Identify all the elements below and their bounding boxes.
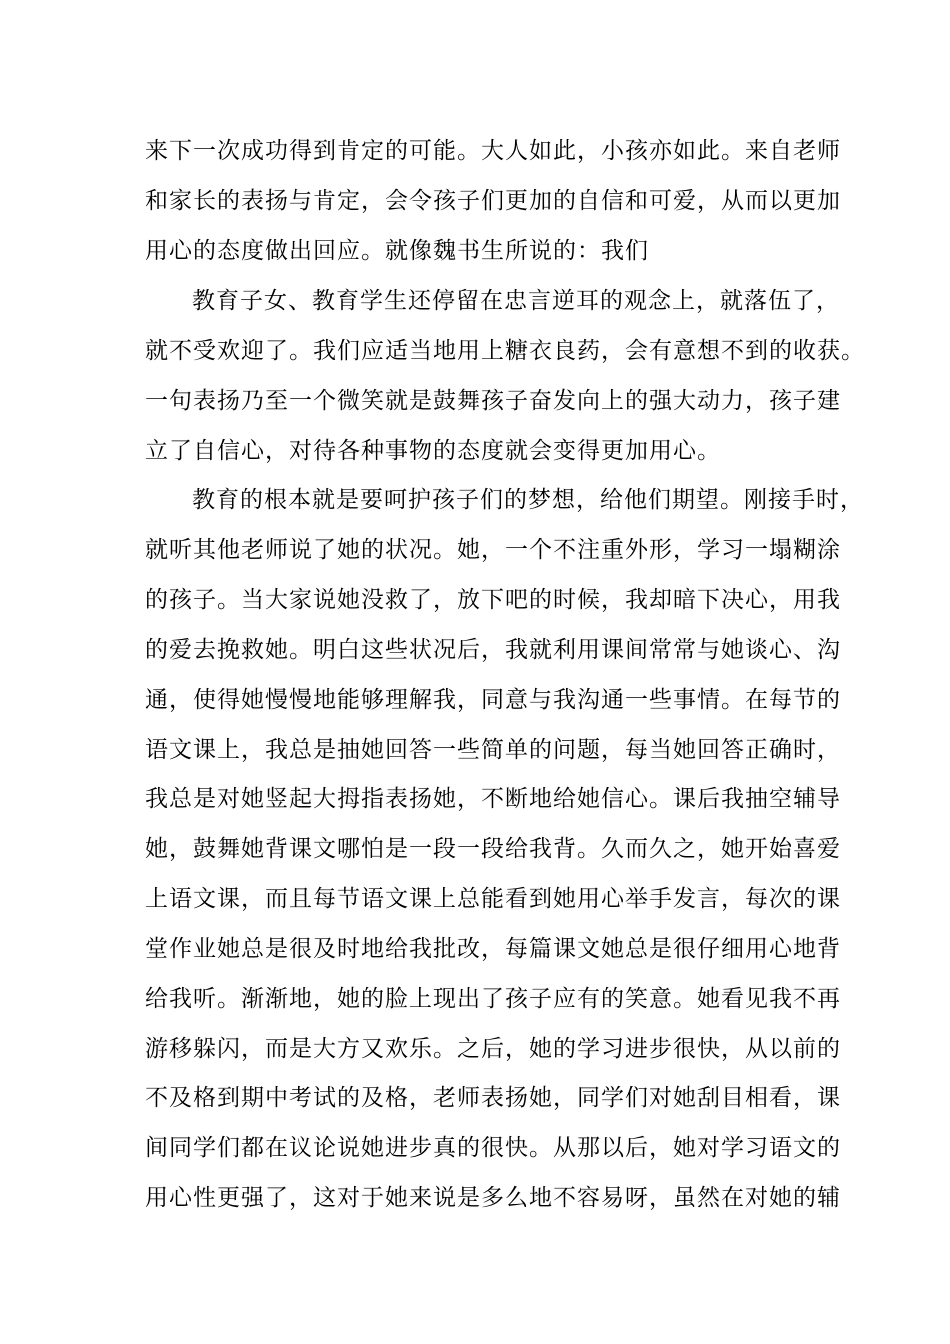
text-line: 和家长的表扬与肯定，会令孩子们更加的自信和可爱，从而以更加 — [145, 188, 841, 214]
text-line: 立了自信心，对待各种事物的态度就会变得更加用心。 — [145, 438, 721, 464]
text-line: 给我听。渐渐地，她的脸上现出了孩子应有的笑意。她看见我不再 — [145, 986, 841, 1012]
text-line: 的爱去挽救她。明白这些状况后，我就利用课间常常与她谈心、沟 — [145, 637, 841, 663]
text-line: 用心的态度做出回应。就像魏书生所说的：我们 — [145, 238, 649, 264]
text-line: 我总是对她竖起大拇指表扬她，不断地给她信心。课后我抽空辅导 — [145, 786, 841, 812]
text-line: 游移躲闪，而是大方又欢乐。之后，她的学习进步很快，从以前的 — [145, 1036, 841, 1062]
text-line: 堂作业她总是很及时地给我批改，每篇课文她总是很仔细用心地背 — [145, 936, 841, 962]
text-line: 来下一次成功得到肯定的可能。大人如此，小孩亦如此。来自老师 — [145, 138, 841, 164]
paragraph-start-line: 教育子女、教育学生还停留在忠言逆耳的观念上，就落伍了， — [192, 288, 840, 314]
text-line: 用心性更强了，这对于她来说是多么地不容易呀，虽然在对她的辅 — [145, 1185, 841, 1211]
text-line: 不及格到期中考试的及格，老师表扬她，同学们对她刮目相看，课 — [145, 1085, 841, 1111]
text-line: 语文课上，我总是抽她回答一些简单的问题，每当她回答正确时， — [145, 737, 841, 763]
text-line: 就不受欢迎了。我们应适当地用上糖衣良药，会有意想不到的收获。 — [145, 338, 865, 364]
text-line: 的孩子。当大家说她没救了，放下吧的时候，我却暗下决心，用我 — [145, 587, 841, 613]
text-line: 一句表扬乃至一个微笑就是鼓舞孩子奋发向上的强大动力，孩子建 — [145, 388, 841, 414]
paragraph-start-line: 教育的根本就是要呵护孩子们的梦想，给他们期望。刚接手时， — [192, 487, 864, 513]
text-line: 她，鼓舞她背课文哪怕是一段一段给我背。久而久之，她开始喜爱 — [145, 836, 841, 862]
text-line: 间同学们都在议论说她进步真的很快。从那以后，她对学习语文的 — [145, 1135, 841, 1161]
text-line: 就听其他老师说了她的状况。她，一个不注重外形，学习一塌糊涂 — [145, 537, 841, 563]
text-line: 通，使得她慢慢地能够理解我，同意与我沟通一些事情。在每节的 — [145, 687, 841, 713]
text-line: 上语文课，而且每节语文课上总能看到她用心举手发言，每次的课 — [145, 886, 841, 912]
